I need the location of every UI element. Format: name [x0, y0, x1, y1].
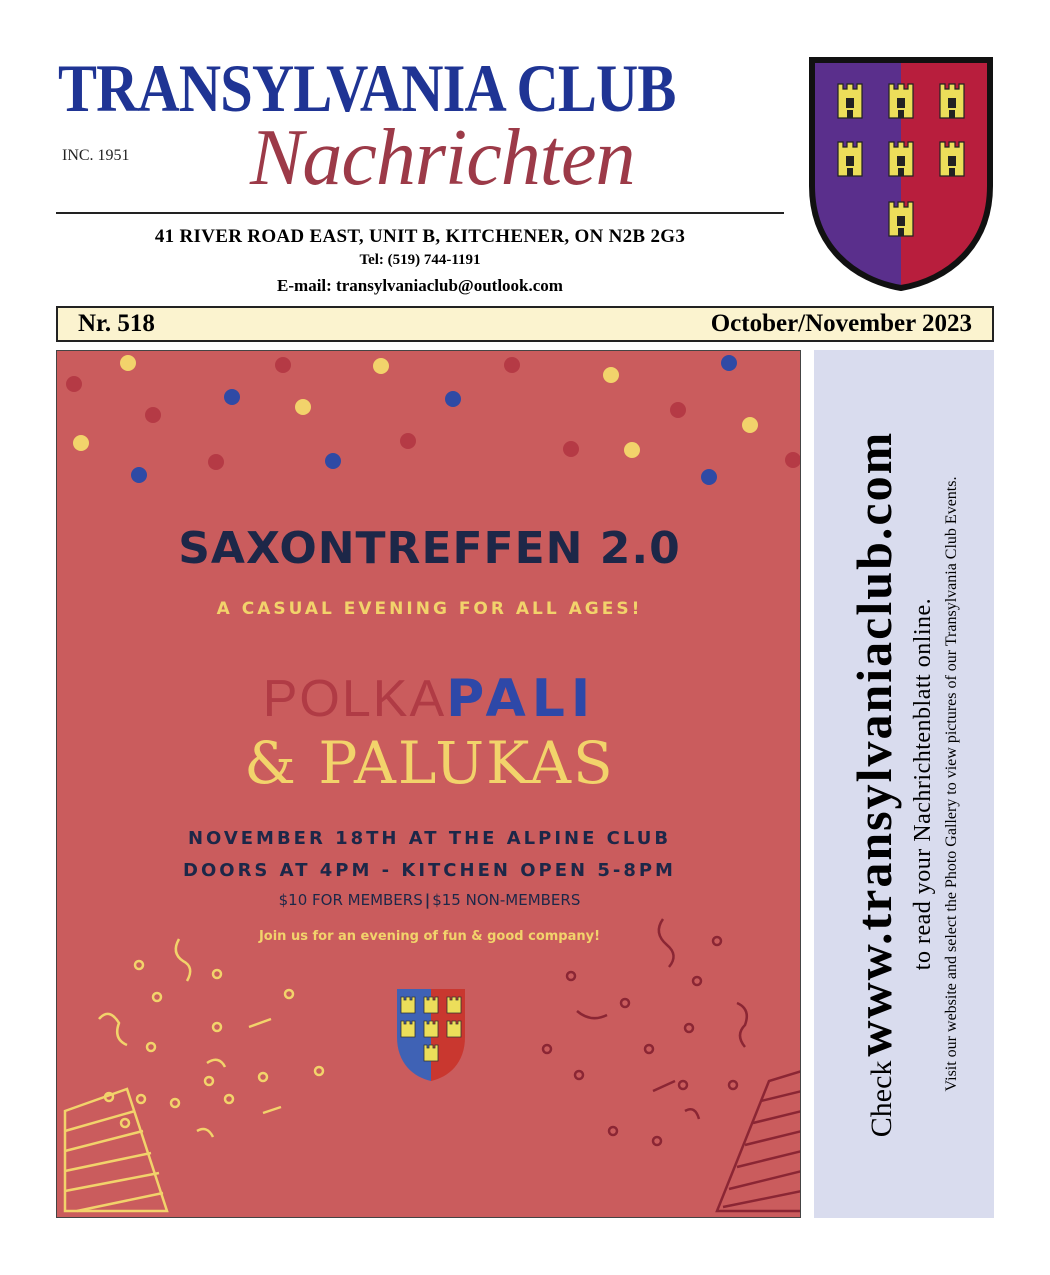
incorporated-year: INC. 1951 — [62, 147, 130, 164]
coat-of-arms-icon — [808, 56, 994, 292]
publication-title: Nachrichten — [250, 114, 635, 202]
sidebar-headline — [847, 431, 902, 1137]
event-date-location: NOVEMBER 18TH AT THE ALPINE CLUB — [187, 828, 672, 849]
issue-number: Nr. 518 — [78, 310, 155, 337]
band-name-polka: POLKA — [262, 670, 447, 728]
poster-subtitle: A CASUAL EVENING FOR ALL AGES! — [216, 599, 643, 619]
event-invite: Join us for an evening of fun & good company! — [258, 929, 601, 944]
club-title: TRANSYLVANIA CLUB — [58, 50, 676, 126]
website-sidebar — [814, 350, 994, 1218]
event-times: DOORS AT 4PM - KITCHEN OPEN 5-8PM — [183, 860, 676, 881]
issue-bar — [56, 306, 994, 342]
website-link[interactable]: www.transylvaniaclub.com — [846, 430, 902, 1057]
sidebar-photo-gallery-note: Visit our website and select the Photo Gallery to view pictures of our Transylvania Club Events. — [943, 476, 960, 1092]
band-name-line2: & PALUKAS — [244, 729, 615, 797]
sidebar-read-online: to read your Nachrichtenblatt online. — [910, 597, 936, 971]
club-phone: Tel: (519) 744-1191 — [359, 252, 481, 268]
header-divider — [56, 212, 784, 214]
club-crest-icon — [395, 987, 467, 1083]
club-email: E-mail: transylvaniaclub@outlook.com — [277, 276, 563, 295]
event-prices: $10 FOR MEMBERS | $15 NON-MEMBERS — [278, 891, 581, 909]
event-poster — [56, 350, 801, 1218]
poster-title: SAXONTREFFEN 2.0 — [178, 523, 681, 574]
price-members: $10 FOR MEMBERS — [278, 891, 423, 909]
sidebar-check: Check — [865, 1060, 898, 1138]
band-name-pali: PALI — [446, 669, 597, 729]
event-details — [57, 823, 801, 887]
price-nonmembers: $15 NON-MEMBERS — [432, 891, 581, 909]
club-address: 41 RIVER ROAD EAST, UNIT B, KITCHENER, ON N2B 2G3 — [154, 226, 686, 247]
band-name-line1 — [57, 669, 801, 729]
issue-date: October/November 2023 — [710, 310, 972, 337]
